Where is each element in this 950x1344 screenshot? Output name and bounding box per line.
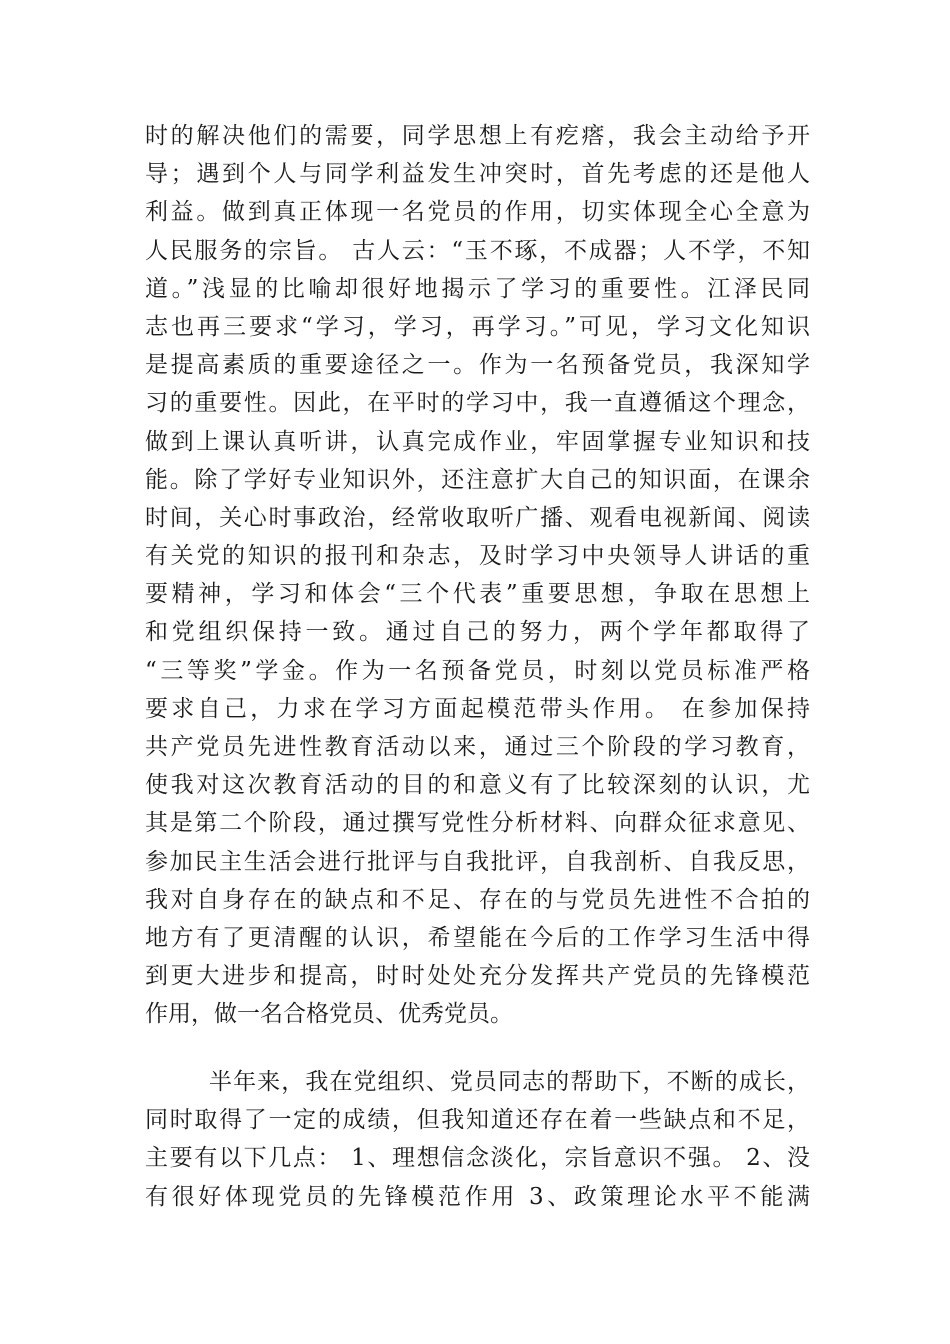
- text-line: 主要有以下几点： 1、理想信念淡化，宗旨意识不强。 2、没: [145, 1145, 810, 1172]
- text-line: 要求自己，力求在学习方面起模范带头作用。 在参加保持: [145, 695, 810, 722]
- text-line: 利益。做到真正体现一名党员的作用，切实体现全心全意为: [145, 199, 810, 226]
- text-line: 时间，关心时事政治，经常收取听广播、观看电视新闻、阅读: [145, 504, 810, 531]
- text-line: 人民服务的宗旨。 古人云：“玉不琢，不成器；人不学，不知: [145, 237, 810, 264]
- text-line: 作用，做一名合格党员、优秀党员。: [145, 1001, 513, 1028]
- text-line: 能。除了学好专业知识外，还注意扩大自己的知识面，在课余: [145, 466, 810, 493]
- paragraph-2: [145, 1063, 810, 1216]
- text-line: “三等奖”学金。作为一名预备党员，时刻以党员标准严格: [145, 657, 810, 684]
- text-line: 和党组织保持一致。通过自己的努力，两个学年都取得了: [145, 619, 810, 646]
- text-line: 要精神，学习和体会“三个代表”重要思想，争取在思想上: [145, 581, 810, 608]
- text-line: 做到上课认真听讲，认真完成作业，牢固掌握专业知识和技: [145, 428, 810, 455]
- text-line: 有关党的知识的报刊和杂志，及时学习中央领导人讲话的重: [145, 543, 810, 570]
- text-line: 有很好体现党员的先锋模范作用 3、政策理论水平不能满: [145, 1183, 810, 1210]
- text-line: 我对自身存在的缺点和不足、存在的与党员先进性不合拍的: [145, 886, 810, 913]
- text-line: 参加民主生活会进行批评与自我批评，自我剖析、自我反思，: [145, 848, 810, 875]
- text-line: 地方有了更清醒的认识，希望能在今后的工作学习生活中得: [145, 924, 810, 951]
- text-line: 其是第二个阶段，通过撰写党性分析材料、向群众征求意见、: [145, 810, 810, 837]
- paragraph-1: [145, 117, 810, 1034]
- text-line: 到更大进步和提高，时时处处充分发挥共产党员的先锋模范: [145, 963, 810, 990]
- text-line: 是提高素质的重要途径之一。作为一名预备党员，我深知学: [145, 352, 810, 379]
- text-line: 导；遇到个人与同学利益发生冲突时，首先考虑的还是他人: [145, 161, 810, 188]
- text-line: 习的重要性。因此，在平时的学习中，我一直遵循这个理念，: [145, 390, 810, 417]
- text-line: 同时取得了一定的成绩，但我知道还存在着一些缺点和不足，: [145, 1107, 810, 1134]
- text-line: 志也再三要求“学习，学习，再学习。”可见，学习文化知识: [145, 313, 810, 340]
- text-line: 道。”浅显的比喻却很好地揭示了学习的重要性。江泽民同: [145, 275, 810, 302]
- text-line: 使我对这次教育活动的目的和意义有了比较深刻的认识，尤: [145, 772, 810, 799]
- text-line: 时的解决他们的需要，同学思想上有疙瘩，我会主动给予开: [145, 123, 810, 149]
- text-line: 半年来，我在党组织、党员同志的帮助下，不断的成长，: [209, 1069, 810, 1095]
- text-line: 共产党员先进性教育活动以来，通过三个阶段的学习教育，: [145, 734, 810, 760]
